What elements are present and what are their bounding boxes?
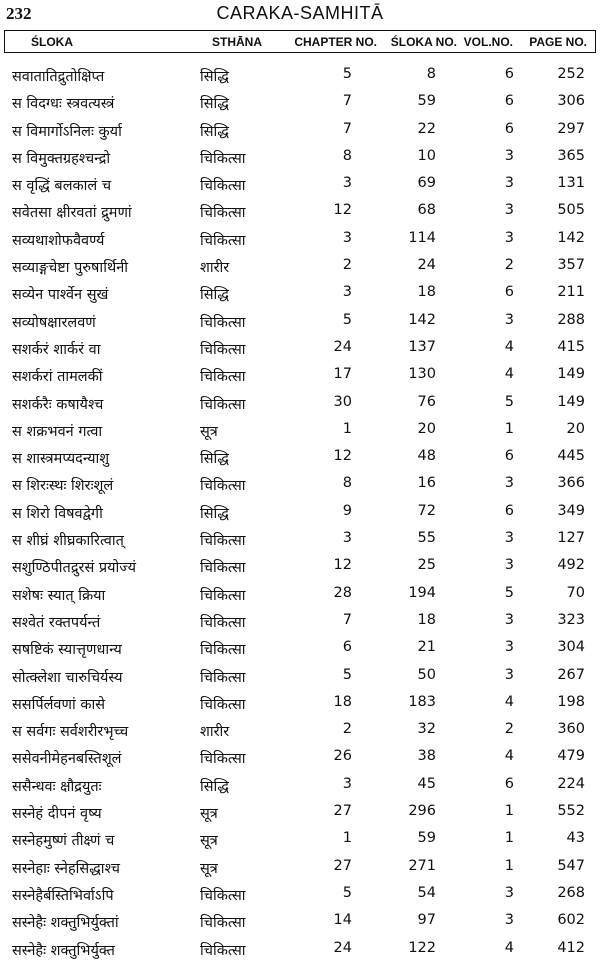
sthana-cell: सिद्धि bbox=[200, 505, 229, 522]
sloka-text: स विमार्गोऽनिलः कुर्या bbox=[12, 123, 122, 140]
sloka-no-cell: 59 bbox=[417, 93, 436, 110]
sloka-no-cell: 68 bbox=[417, 202, 436, 219]
vol-no-cell: 3 bbox=[504, 530, 514, 547]
sloka-text: सस्नेहं दीपनं वृष्य bbox=[12, 806, 102, 823]
chapter-no-cell: 12 bbox=[333, 557, 352, 574]
vol-no-cell: 3 bbox=[504, 229, 514, 246]
vol-no-cell: 3 bbox=[504, 557, 514, 574]
sloka-no-cell: 22 bbox=[417, 120, 436, 137]
vol-no-cell: 6 bbox=[504, 775, 514, 792]
chapter-no-cell: 12 bbox=[333, 448, 352, 465]
sthana-cell: चिकित्सा bbox=[200, 614, 246, 631]
chapter-no-cell: 9 bbox=[342, 502, 352, 519]
page-no-cell: 268 bbox=[557, 884, 585, 901]
sthana-cell: शारीर bbox=[200, 724, 230, 741]
sloka-no-cell: 137 bbox=[408, 338, 436, 355]
sloka-text: स शक्रभवनं गत्वा bbox=[12, 423, 103, 440]
chapter-no-cell: 1 bbox=[342, 830, 352, 847]
chapter-no-cell: 1 bbox=[342, 420, 352, 437]
page-no-cell: 198 bbox=[557, 693, 585, 710]
table-row bbox=[0, 471, 600, 498]
page-no-cell: 304 bbox=[557, 639, 585, 656]
chapter-no-cell: 3 bbox=[342, 775, 352, 792]
page-no-cell: 297 bbox=[557, 120, 585, 137]
page-no-cell: 149 bbox=[557, 393, 585, 410]
table-row bbox=[0, 826, 600, 853]
table-row bbox=[0, 335, 600, 362]
chapter-no-cell: 7 bbox=[342, 611, 352, 628]
sloka-no-cell: 72 bbox=[417, 502, 436, 519]
sloka-no-cell: 76 bbox=[417, 393, 436, 410]
page-no-cell: 505 bbox=[557, 202, 585, 219]
chapter-no-cell: 28 bbox=[333, 584, 352, 601]
sloka-text: सोत्क्लेशा चारुचिर्यस्य bbox=[12, 669, 123, 686]
vol-no-cell: 6 bbox=[504, 502, 514, 519]
page-no-cell: 131 bbox=[557, 175, 585, 192]
sloka-text: सव्याङ्गचेष्टा पुरुषार्थिनी bbox=[12, 260, 129, 277]
chapter-no-cell: 6 bbox=[342, 639, 352, 656]
vol-no-cell: 1 bbox=[504, 420, 514, 437]
sthana-cell: चिकित्सा bbox=[200, 669, 246, 686]
chapter-no-cell: 3 bbox=[342, 284, 352, 301]
vol-no-cell: 4 bbox=[504, 939, 514, 956]
chapter-no-cell: 5 bbox=[342, 666, 352, 683]
sloka-text: सवेतसा क्षीरवतां द्रुमणां bbox=[12, 205, 132, 222]
page-no-cell: 360 bbox=[557, 721, 585, 738]
page-no-cell: 349 bbox=[557, 502, 585, 519]
page-no-cell: 211 bbox=[557, 284, 585, 301]
sloka-no-cell: 21 bbox=[417, 639, 436, 656]
book-title: CARAKA-SAMHITĀ bbox=[216, 3, 384, 23]
vol-no-cell: 6 bbox=[504, 284, 514, 301]
page-no-cell: 602 bbox=[557, 912, 585, 929]
page-no-cell: 70 bbox=[566, 584, 585, 601]
page-no-cell: 142 bbox=[557, 229, 585, 246]
chapter-no-cell: 8 bbox=[342, 147, 352, 164]
vol-no-cell: 3 bbox=[504, 666, 514, 683]
sloka-no-cell: 25 bbox=[417, 557, 436, 574]
sloka-text: स विदग्धः स्त्रवत्यस्त्रं bbox=[12, 96, 115, 113]
sloka-no-cell: 24 bbox=[417, 257, 436, 274]
index-table bbox=[0, 62, 600, 963]
chapter-no-cell: 24 bbox=[333, 939, 352, 956]
sloka-text: स शिरो विषवद्वेगी bbox=[12, 505, 103, 522]
sthana-cell: चिकित्सा bbox=[200, 150, 246, 167]
sthana-cell: चिकित्सा bbox=[200, 369, 246, 386]
sthana-cell: चिकित्सा bbox=[200, 560, 246, 577]
sloka-text: ससर्पिर्लवणां कासे bbox=[12, 696, 106, 713]
table-row bbox=[0, 62, 600, 89]
vol-no-cell: 3 bbox=[504, 175, 514, 192]
sthana-cell: चिकित्सा bbox=[200, 205, 246, 222]
table-row bbox=[0, 362, 600, 389]
sloka-no-cell: 114 bbox=[408, 229, 436, 246]
table-row bbox=[0, 198, 600, 225]
vol-no-cell: 4 bbox=[504, 693, 514, 710]
sloka-text: स शीघ्रं शीघ्रकारित्वात् bbox=[12, 533, 124, 550]
sloka-text: सवातातिद्रुतोक्षिप्त bbox=[12, 69, 105, 85]
chapter-no-cell: 3 bbox=[342, 175, 352, 192]
sloka-text: ससेवनीमेहनबस्तिशूलं bbox=[12, 751, 122, 768]
table-row bbox=[0, 936, 600, 963]
chapter-no-cell: 14 bbox=[333, 912, 352, 929]
sloka-no-cell: 20 bbox=[417, 420, 436, 437]
sloka-no-cell: 18 bbox=[417, 611, 436, 628]
column-header-sloka-no: ŚLOKA NO. bbox=[390, 35, 457, 49]
sloka-no-cell: 59 bbox=[417, 830, 436, 847]
sloka-text: सशेषः स्यात् क्रिया bbox=[12, 587, 106, 604]
vol-no-cell: 1 bbox=[504, 803, 514, 820]
vol-no-cell: 6 bbox=[504, 448, 514, 465]
vol-no-cell: 1 bbox=[504, 857, 514, 874]
sloka-no-cell: 69 bbox=[417, 175, 436, 192]
sloka-text: सशुण्ठिपीतद्रुरसं प्रयोज्यं bbox=[12, 560, 136, 577]
table-row bbox=[0, 908, 600, 935]
page-no-cell: 306 bbox=[557, 93, 585, 110]
table-row bbox=[0, 854, 600, 881]
vol-no-cell: 2 bbox=[504, 721, 514, 738]
sthana-cell: सूत्र bbox=[200, 833, 218, 850]
page-no-cell: 366 bbox=[557, 475, 585, 492]
table-row bbox=[0, 390, 600, 417]
chapter-no-cell: 3 bbox=[342, 229, 352, 246]
sloka-text: सशर्करं शार्करं वा bbox=[12, 341, 101, 358]
table-row bbox=[0, 799, 600, 826]
sloka-text: सव्योषक्षारलवणं bbox=[12, 314, 96, 331]
sloka-no-cell: 8 bbox=[426, 66, 436, 82]
sloka-text: सस्नेहैः शक्तुभिर्युक्तां bbox=[12, 915, 119, 932]
sloka-no-cell: 55 bbox=[417, 530, 436, 547]
vol-no-cell: 6 bbox=[504, 93, 514, 110]
table-row bbox=[0, 881, 600, 908]
sthana-cell: चिकित्सा bbox=[200, 587, 246, 604]
sloka-text: सश्वेतं रक्तपर्यन्तं bbox=[12, 614, 101, 631]
column-header-sthana: STHĀNA bbox=[212, 35, 262, 49]
table-header bbox=[4, 30, 596, 53]
vol-no-cell: 3 bbox=[504, 311, 514, 328]
page-no-cell: 149 bbox=[557, 366, 585, 383]
sthana-cell: सिद्धि bbox=[200, 778, 229, 795]
sloka-text: सशर्करां तामलकीं bbox=[12, 369, 103, 386]
table-row bbox=[0, 499, 600, 526]
page-number: 232 bbox=[6, 4, 32, 23]
page-no-cell: 547 bbox=[557, 857, 585, 874]
sloka-text: ससैन्धवः क्षौद्रयुतः bbox=[12, 778, 102, 795]
vol-no-cell: 1 bbox=[504, 830, 514, 847]
chapter-no-cell: 2 bbox=[342, 257, 352, 274]
table-row bbox=[0, 226, 600, 253]
table-row bbox=[0, 417, 600, 444]
vol-no-cell: 3 bbox=[504, 639, 514, 656]
sthana-cell: चिकित्सा bbox=[200, 478, 246, 495]
sloka-no-cell: 142 bbox=[408, 311, 436, 328]
sthana-cell: सूत्र bbox=[200, 806, 218, 823]
vol-no-cell: 5 bbox=[504, 393, 514, 410]
chapter-no-cell: 27 bbox=[333, 857, 352, 874]
sloka-no-cell: 45 bbox=[417, 775, 436, 792]
vol-no-cell: 2 bbox=[504, 257, 514, 274]
chapter-no-cell: 7 bbox=[342, 120, 352, 137]
chapter-no-cell: 18 bbox=[333, 693, 352, 710]
sloka-text: सस्नेहैः शक्तुभिर्युक्त bbox=[12, 942, 115, 959]
sloka-no-cell: 296 bbox=[408, 803, 436, 820]
sloka-text: स शिरःस्थः शिरःशूलं bbox=[12, 478, 114, 495]
table-row bbox=[0, 581, 600, 608]
sthana-cell: चिकित्सा bbox=[200, 178, 246, 195]
sthana-cell: सिद्धि bbox=[200, 123, 229, 140]
page-no-cell: 357 bbox=[557, 257, 585, 274]
chapter-no-cell: 2 bbox=[342, 721, 352, 738]
table-row bbox=[0, 89, 600, 116]
table-row bbox=[0, 663, 600, 690]
chapter-no-cell: 3 bbox=[342, 530, 352, 547]
sthana-cell: सिद्धि bbox=[200, 451, 229, 468]
sloka-no-cell: 18 bbox=[417, 284, 436, 301]
table-row bbox=[0, 690, 600, 717]
sloka-no-cell: 183 bbox=[408, 693, 436, 710]
sloka-no-cell: 97 bbox=[417, 912, 436, 929]
table-row bbox=[0, 635, 600, 662]
table-row bbox=[0, 772, 600, 799]
chapter-no-cell: 5 bbox=[342, 884, 352, 901]
page-no-cell: 415 bbox=[557, 338, 585, 355]
table-row bbox=[0, 553, 600, 580]
sthana-cell: चिकित्सा bbox=[200, 942, 246, 959]
sthana-cell: चिकित्सा bbox=[200, 642, 246, 659]
sloka-no-cell: 48 bbox=[417, 448, 436, 465]
page-no-cell: 445 bbox=[557, 448, 585, 465]
sloka-text: सव्यथाशोफवैवर्ण्य bbox=[12, 232, 105, 249]
page-no-cell: 552 bbox=[557, 803, 585, 820]
sloka-no-cell: 16 bbox=[417, 475, 436, 492]
table-row bbox=[0, 308, 600, 335]
sloka-no-cell: 10 bbox=[417, 147, 436, 164]
vol-no-cell: 5 bbox=[504, 584, 514, 601]
chapter-no-cell: 7 bbox=[342, 93, 352, 110]
vol-no-cell: 6 bbox=[504, 120, 514, 137]
column-header-sloka: ŚLOKA bbox=[31, 35, 73, 49]
sloka-no-cell: 122 bbox=[408, 939, 436, 956]
sthana-cell: चिकित्सा bbox=[200, 751, 246, 768]
page-no-cell: 20 bbox=[566, 420, 585, 437]
vol-no-cell: 6 bbox=[504, 66, 514, 82]
table-row bbox=[0, 608, 600, 635]
vol-no-cell: 4 bbox=[504, 366, 514, 383]
chapter-no-cell: 26 bbox=[333, 748, 352, 765]
page-no-cell: 365 bbox=[557, 147, 585, 164]
sloka-text: स विमुक्तग्रहश्चन्द्रो bbox=[12, 150, 111, 167]
sthana-cell: सिद्धि bbox=[200, 96, 229, 113]
vol-no-cell: 3 bbox=[504, 147, 514, 164]
chapter-no-cell: 30 bbox=[333, 393, 352, 410]
sloka-no-cell: 194 bbox=[408, 584, 436, 601]
sthana-cell: सूत्र bbox=[200, 860, 218, 877]
page-no-cell: 412 bbox=[557, 939, 585, 956]
sloka-no-cell: 50 bbox=[417, 666, 436, 683]
vol-no-cell: 3 bbox=[504, 884, 514, 901]
sloka-text: स वृद्धिं बलकालं च bbox=[12, 178, 112, 195]
table-row bbox=[0, 144, 600, 171]
sthana-cell: चिकित्सा bbox=[200, 341, 246, 358]
table-row bbox=[0, 744, 600, 771]
page-header bbox=[0, 0, 600, 28]
vol-no-cell: 3 bbox=[504, 912, 514, 929]
sthana-cell: चिकित्सा bbox=[200, 232, 246, 249]
page-no-cell: 288 bbox=[557, 311, 585, 328]
sloka-text: सस्नेहाः स्नेहसिद्धाश्च bbox=[12, 860, 120, 877]
sthana-cell: शारीर bbox=[200, 260, 230, 277]
chapter-no-cell: 5 bbox=[342, 66, 352, 82]
sloka-text: स शास्त्रमप्यदन्याशु bbox=[12, 451, 110, 468]
sloka-text: सव्येन पार्श्वेन सुखं bbox=[12, 287, 109, 304]
sthana-cell: सूत्र bbox=[200, 423, 218, 440]
vol-no-cell: 4 bbox=[504, 748, 514, 765]
sthana-cell: चिकित्सा bbox=[200, 887, 246, 904]
sloka-text: सस्नेहैर्बस्तिभिर्वाऽपि bbox=[12, 887, 114, 904]
vol-no-cell: 3 bbox=[504, 202, 514, 219]
page-no-cell: 323 bbox=[557, 611, 585, 628]
vol-no-cell: 3 bbox=[504, 611, 514, 628]
chapter-no-cell: 27 bbox=[333, 803, 352, 820]
page-no-cell: 492 bbox=[557, 557, 585, 574]
table-row bbox=[0, 526, 600, 553]
sthana-cell: चिकित्सा bbox=[200, 915, 246, 932]
sloka-text: सषष्टिकं स्यात्तृणधान्य bbox=[12, 642, 122, 659]
page-no-cell: 252 bbox=[557, 66, 585, 82]
sloka-text: स सर्वगः सर्वशरीरभृच्च bbox=[12, 724, 129, 741]
sloka-no-cell: 54 bbox=[417, 884, 436, 901]
sloka-text: सशर्करैः कषायैश्च bbox=[12, 396, 104, 413]
chapter-no-cell: 24 bbox=[333, 338, 352, 355]
sthana-cell: चिकित्सा bbox=[200, 314, 246, 331]
sloka-text: सस्नेहमुष्णं तीक्ष्णं च bbox=[12, 833, 115, 850]
page-no-cell: 267 bbox=[557, 666, 585, 683]
sloka-no-cell: 271 bbox=[408, 857, 436, 874]
chapter-no-cell: 5 bbox=[342, 311, 352, 328]
page-no-cell: 127 bbox=[557, 530, 585, 547]
chapter-no-cell: 12 bbox=[333, 202, 352, 219]
chapter-no-cell: 8 bbox=[342, 475, 352, 492]
sloka-no-cell: 32 bbox=[417, 721, 436, 738]
sthana-cell: चिकित्सा bbox=[200, 696, 246, 713]
sthana-cell: सिद्धि bbox=[200, 69, 229, 85]
table-row bbox=[0, 717, 600, 744]
table-row bbox=[0, 253, 600, 280]
table-row bbox=[0, 117, 600, 144]
table-row bbox=[0, 444, 600, 471]
table-row bbox=[0, 280, 600, 307]
vol-no-cell: 3 bbox=[504, 475, 514, 492]
column-header-page-no: PAGE NO. bbox=[529, 35, 587, 49]
page-no-cell: 43 bbox=[566, 830, 585, 847]
sthana-cell: चिकित्सा bbox=[200, 533, 246, 550]
sthana-cell: सिद्धि bbox=[200, 287, 229, 304]
page-no-cell: 479 bbox=[557, 748, 585, 765]
column-header-chapter-no: CHAPTER NO. bbox=[294, 35, 377, 49]
vol-no-cell: 4 bbox=[504, 338, 514, 355]
table-row bbox=[0, 171, 600, 198]
sthana-cell: चिकित्सा bbox=[200, 396, 246, 413]
sloka-no-cell: 38 bbox=[417, 748, 436, 765]
page-no-cell: 224 bbox=[557, 775, 585, 792]
column-header-vol-no: VOL.NO. bbox=[463, 35, 513, 49]
chapter-no-cell: 17 bbox=[333, 366, 352, 383]
sloka-no-cell: 130 bbox=[408, 366, 436, 383]
